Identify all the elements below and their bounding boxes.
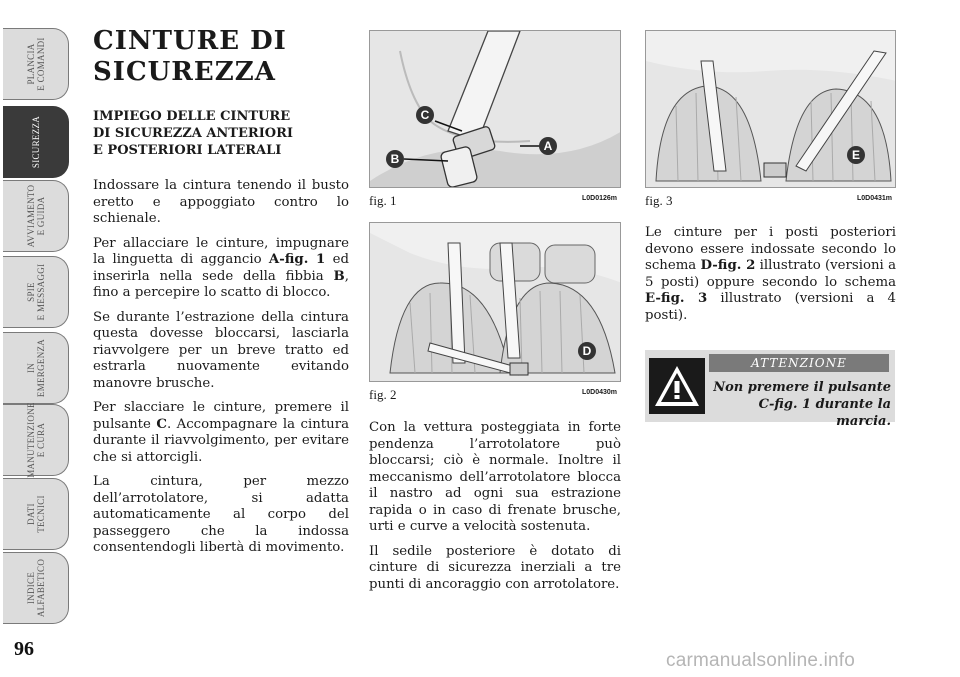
text-run: ed inserirla nella sede della fibbia [93,252,349,284]
tab-label: IN EMERGENZA [25,338,46,398]
figure-3-illustration [645,30,896,188]
text-run: . Accompagnare la cintura durante il riavvolgimento, per evitare che si attorcigli. [93,416,349,465]
text-run: Per allacciare le cinture, impugnare la linguetta di aggancio [93,235,349,267]
page-title [93,26,287,88]
figure-3-code: L0D0431m [857,195,893,202]
fig-ref: B [333,268,345,284]
paragraph: Il sedile posteriore è dotato di cinture di sicurezza inerziali a tre punti di ancoraggio con arrotolatore. [369,543,621,592]
subtitle-line: DI SICUREZZA ANTERIORI [93,126,293,141]
callout-b: B [390,152,400,166]
callout-a: A [543,139,553,153]
tab-label: PLANCIA E COMANDI [25,37,46,91]
watermark: carmanualsonline.info [666,650,856,671]
paragraph: La cintura, per mezzo dell’arrotolatore, si adatta automaticamente al corpo del passeggero che la indossa consentendogli libertà di movimento. [93,474,349,555]
callout-c: C [420,108,430,122]
tab-avviamento-e-guida[interactable] [3,180,69,252]
tab-label: MANUTENZIONE E CURA [25,402,46,478]
tab-manutenzione-e-cura[interactable] [3,404,69,476]
paragraph [93,400,349,466]
fig-ref: D-fig. 2 [700,258,756,273]
tab-label: SPIE E MESSAGGI [25,263,46,321]
tab-indice-alfabetico[interactable] [3,552,69,624]
text-run: illustrato (versioni a 4 posti). [645,291,896,323]
column-3 [645,225,896,332]
title-line: SICUREZZA [93,57,276,87]
paragraph [93,236,349,302]
title-line: CINTURE DI [93,26,287,56]
subtitle-line: IMPIEGO DELLE CINTURE [93,109,291,124]
fig-ref: A-fig. 1 [268,252,326,267]
figure-1-caption: fig. 1 [369,193,397,208]
text-run: Per slacciare le cinture, premere il pulsante [93,400,349,432]
warning-box [645,350,895,429]
chapter-tabs [0,0,80,640]
section-subtitle [93,108,353,159]
column-1 [93,178,349,565]
callout-e: E [851,148,861,162]
warning-triangle-icon [649,358,705,414]
figure-1-code: L0D0126m [582,195,618,202]
warning-text: Non premere il pulsante C-fig. 1 durante la marcia. [713,380,891,429]
tab-label: SICUREZZA [30,115,41,169]
fig-ref: E-fig. 3 [645,291,708,306]
figure-1-illustration [369,30,621,188]
tab-dati-tecnici[interactable] [3,478,69,550]
text-run: illustrato (versioni a 5 posti) oppure secondo lo schema [645,258,896,290]
column-2 [369,420,621,601]
tab-sicurezza[interactable] [3,106,69,178]
figure-2-caption: fig. 2 [369,387,397,402]
tab-label: AVVIAMENTO E GUIDA [25,184,46,248]
tab-label: DATI TECNICI [25,495,46,533]
tab-in-emergenza[interactable] [3,332,69,404]
figure-3-caption: fig. 3 [645,193,673,208]
tab-label: INDICE ALFABETICO [25,558,46,618]
text-run: , fino a percepire lo scatto di blocco. [93,268,349,300]
warning-heading: ATTENZIONE [709,354,889,372]
paragraph: Se durante l’estrazione della cintura questa dovesse bloccarsi, lasciarla riavvolgere per un breve tratto ed estrarla nuovamente evitando manovre brusche. [93,309,349,391]
tab-spie-e-messaggi[interactable] [3,256,69,328]
callout-d: D [582,344,592,358]
figure-2-code: L0D0430m [582,389,618,396]
fig-ref: C [156,416,167,432]
subtitle-line: E POSTERIORI LATERALI [93,143,282,158]
tab-plancia-e-comandi[interactable] [3,28,69,100]
paragraph [645,225,896,324]
text-run: Le cinture per i posti posteriori devono essere indossate secondo lo schema [645,225,896,273]
paragraph: Con la vettura posteggiata in forte pendenza l’arrotolatore può bloccarsi; ciò è normale. Inoltre il meccanismo dell’arrotolatore blocca il nastro ad ogni sua estrazione rapida o in caso di frenate brusche, urti e curve a velocità sostenuta. [369,420,621,534]
figure-2-illustration [369,222,621,382]
paragraph: Indossare la cintura tenendo il busto eretto e appoggiato contro lo schienale. [93,178,349,226]
page-number: 96 [14,638,34,660]
